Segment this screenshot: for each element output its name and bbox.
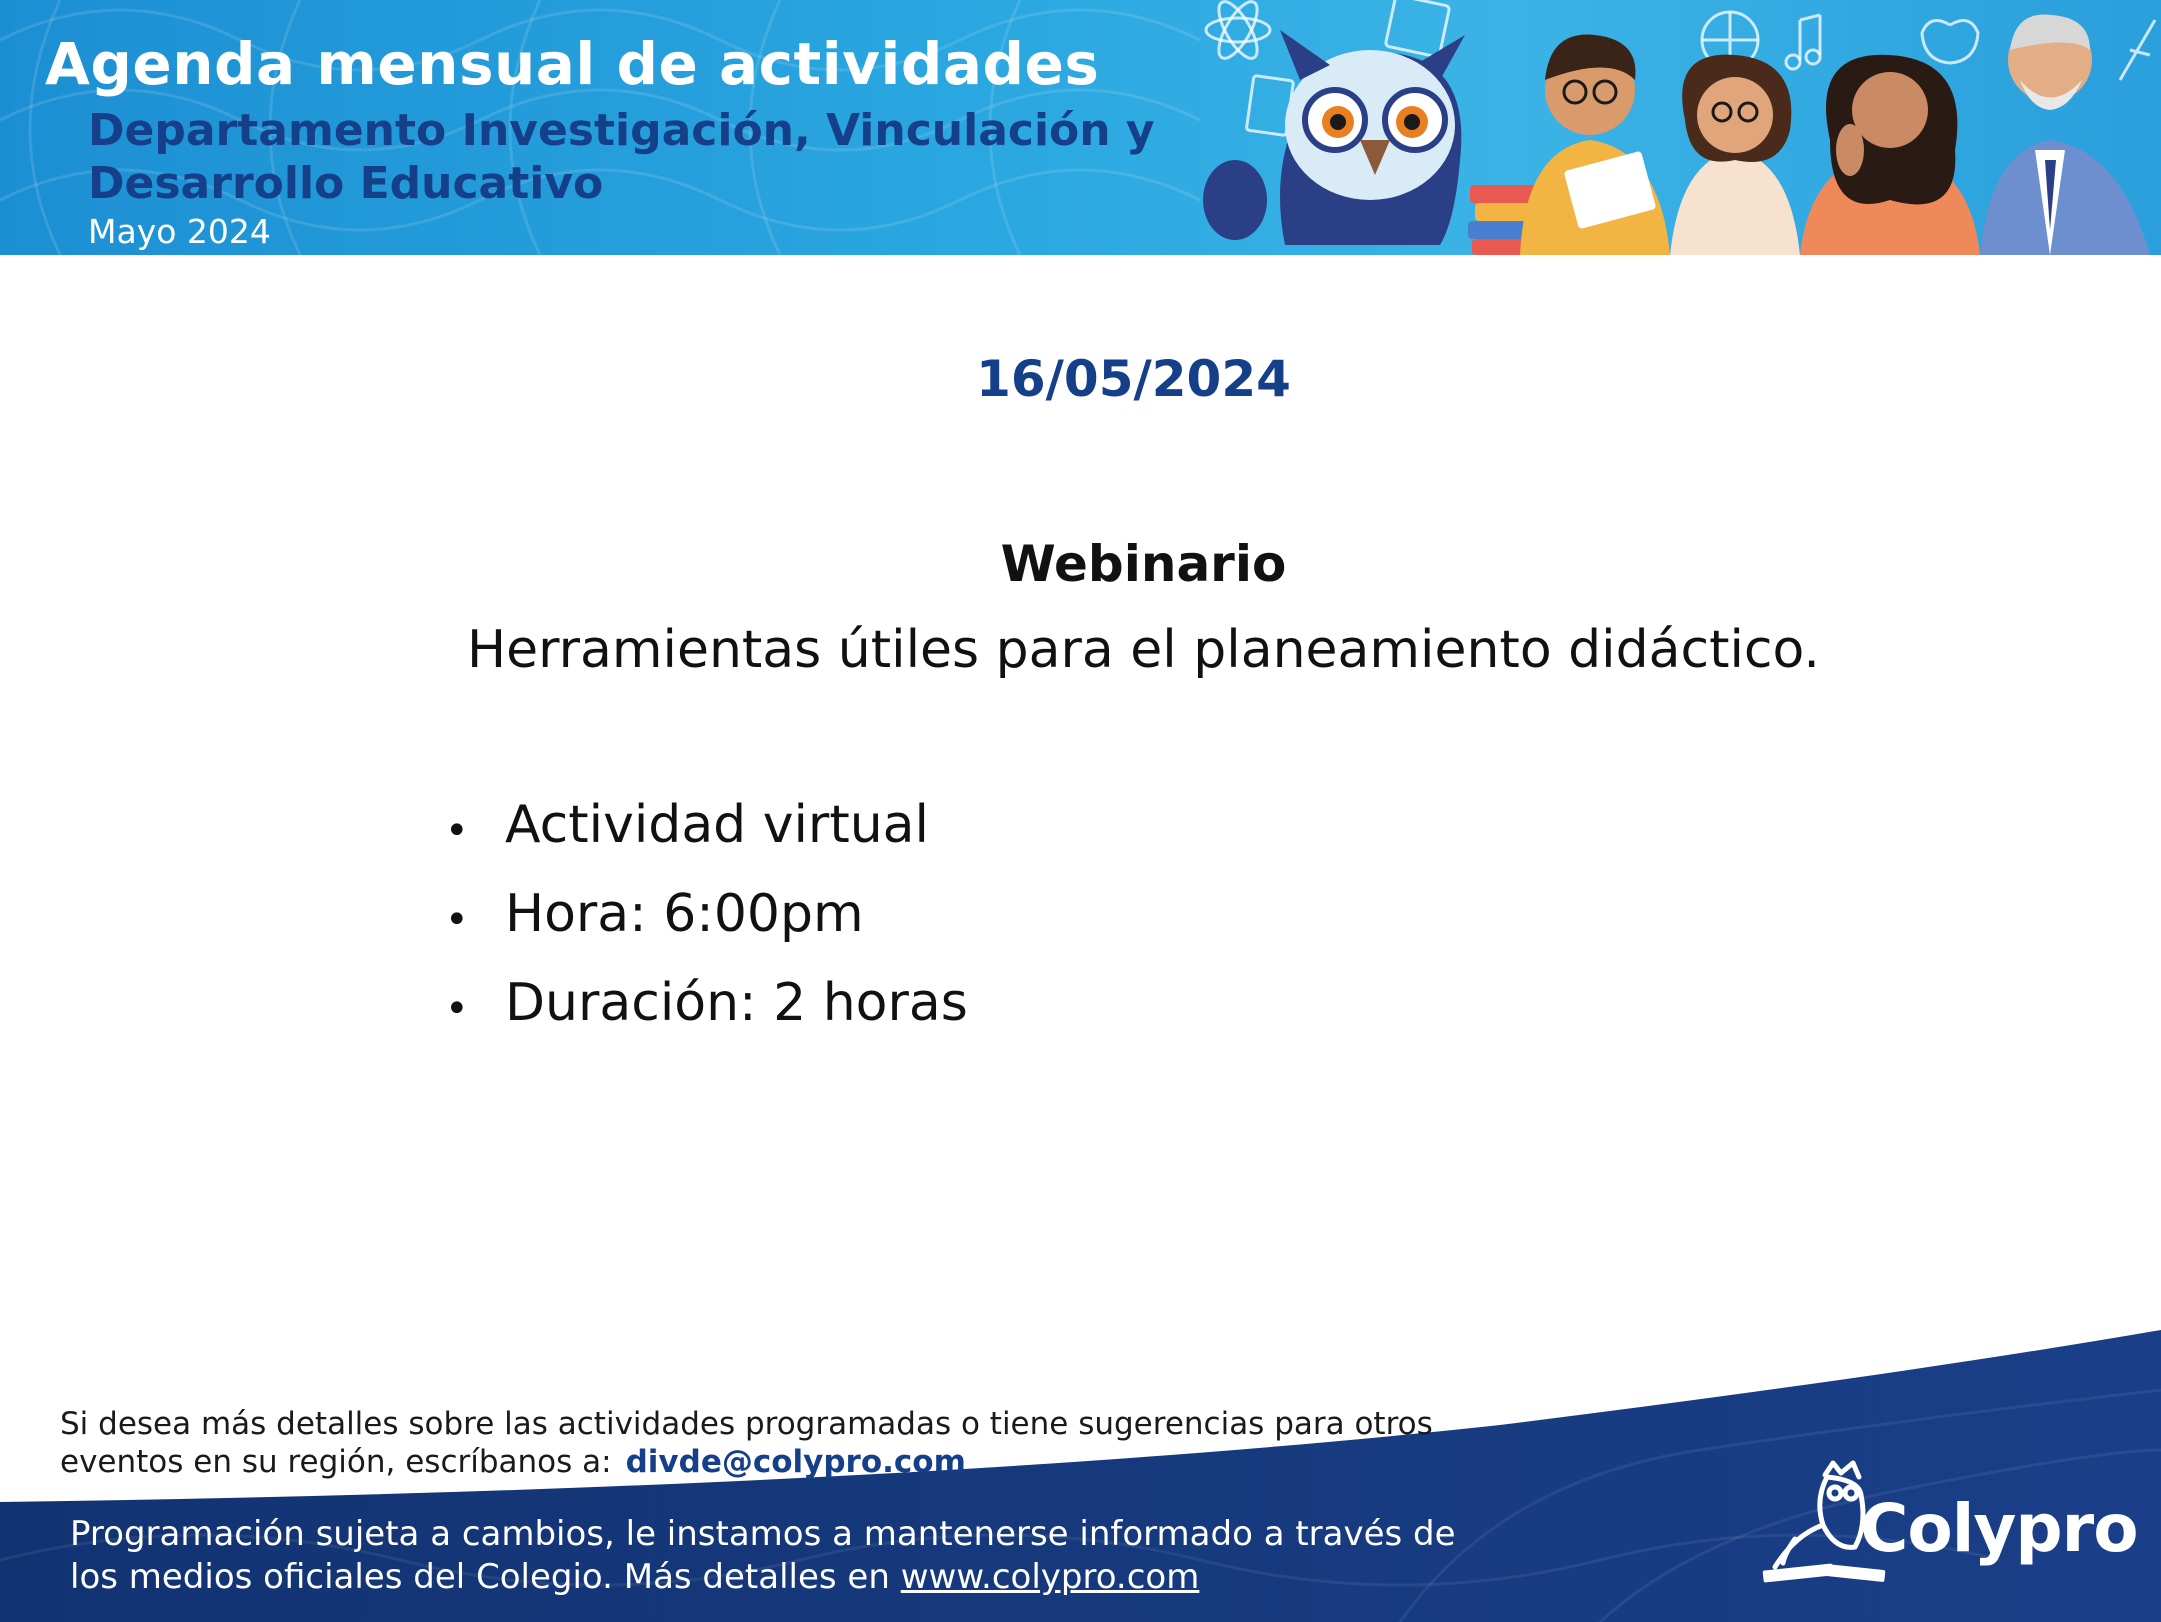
owl-mascot (1203, 30, 1465, 245)
person-3 (1800, 55, 1980, 255)
calculator-icon (1385, 0, 1450, 57)
bullet-icon: • (445, 986, 469, 1032)
apple-icon (1922, 21, 1978, 64)
department-name: Departamento Investigación, Vinculación y Desarrollo Educativo (88, 105, 1155, 209)
person-4 (1980, 14, 2150, 255)
contact-message (60, 1405, 1520, 1481)
contact-text: Si desea más detalles sobre las actividades programadas o tiene sugerencias para otros eventos en su región, escríbanos a: (60, 1406, 1433, 1480)
page-title: Agenda mensual de actividades (45, 30, 1100, 98)
logo-wordmark: Colypro (1860, 1490, 2138, 1567)
event-name: Herramientas útiles para el planeamiento didáctico. (467, 620, 1820, 680)
header-illustration (1190, 0, 2161, 255)
event-details-list (445, 795, 968, 1062)
bullet-icon: • (445, 897, 469, 943)
month-label: Mayo 2024 (88, 212, 271, 251)
music-note-icon (1800, 15, 1820, 60)
bullet-icon: • (445, 808, 469, 854)
contact-email[interactable]: divde@colypro.com (625, 1444, 966, 1480)
detail-time: Hora: 6:00pm (505, 884, 864, 944)
detail-modality: Actividad virtual (505, 795, 929, 855)
list-item (445, 973, 968, 1062)
event-date: 16/05/2024 (976, 350, 1291, 408)
schedule-notice (70, 1513, 1510, 1599)
header-banner (0, 0, 2161, 255)
notice-text: Programación sujeta a cambios, le instamos a mantenerse informado a través de los medios oficiales del Colegio. Más detalles en (70, 1514, 1456, 1597)
list-item (445, 884, 968, 973)
website-link[interactable]: www.colypro.com (900, 1557, 1200, 1597)
detail-duration: Duración: 2 horas (505, 973, 968, 1033)
event-type: Webinario (1000, 535, 1287, 593)
atom-icon (1206, 0, 1270, 64)
list-item (445, 795, 968, 884)
